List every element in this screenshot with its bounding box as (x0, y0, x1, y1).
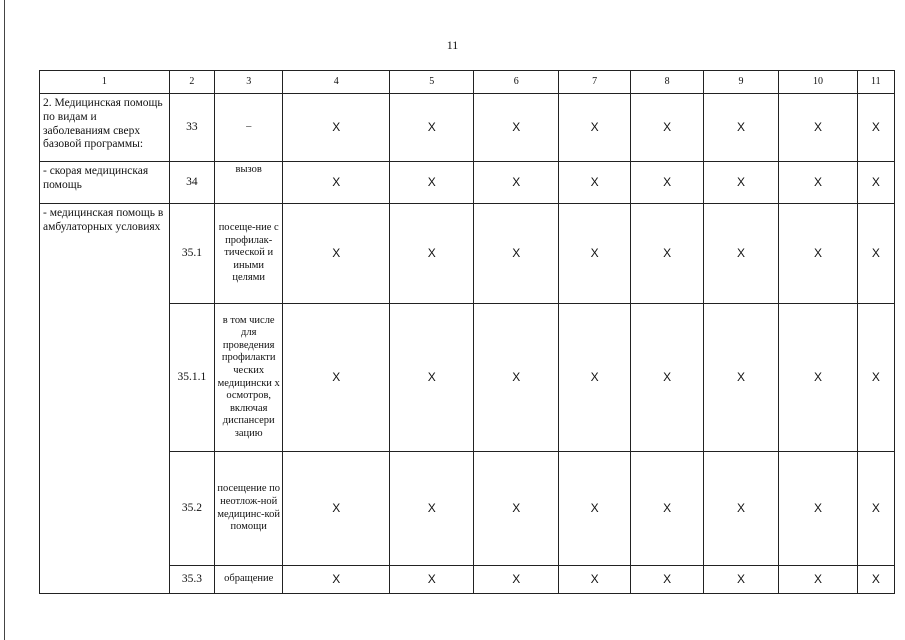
value-cell: X (474, 162, 558, 204)
value-cell: X (631, 566, 703, 594)
value-cell: X (283, 94, 390, 162)
column-header: 11 (857, 71, 894, 94)
value-cell: X (558, 452, 630, 566)
value-cell: X (390, 566, 474, 594)
value-cell: X (779, 162, 857, 204)
value-cell: X (779, 304, 857, 452)
value-cell: X (631, 94, 703, 162)
value-cell: X (703, 452, 778, 566)
value-cell: X (631, 204, 703, 304)
value-cell: X (390, 452, 474, 566)
column-number-row (40, 71, 895, 94)
value-cell: X (779, 204, 857, 304)
value-cell: X (474, 452, 558, 566)
row-name: 2. Медицинская помощь по видам и заболеваниям сверх базовой программы: (40, 94, 170, 162)
column-header: 9 (703, 71, 778, 94)
column-header: 2 (169, 71, 214, 94)
row-code: 35.1 (169, 204, 214, 304)
table-row (40, 94, 895, 162)
value-cell: X (779, 452, 857, 566)
value-cell: X (857, 162, 894, 204)
row-name: - скорая медицинская помощь (40, 162, 170, 204)
value-cell: X (779, 94, 857, 162)
column-header: 4 (283, 71, 390, 94)
value-cell: X (390, 94, 474, 162)
value-cell: X (283, 204, 390, 304)
row-name: - медицинская помощь в амбулаторных условиях (40, 204, 170, 594)
value-cell: X (703, 566, 778, 594)
value-cell: X (558, 162, 630, 204)
row-unit: посеще-ние с профилак-тической и иными целями (215, 204, 283, 304)
value-cell: X (558, 204, 630, 304)
value-cell: X (474, 304, 558, 452)
value-cell: X (703, 304, 778, 452)
row-code: 35.3 (169, 566, 214, 594)
row-unit: в том числе для проведения профилакти ческих медицински х осмотров, включая диспансери зацию (215, 304, 283, 452)
page-left-edge (4, 0, 5, 640)
row-unit: посещение по неотлож-ной медицинс-кой помощи (215, 452, 283, 566)
row-code: 35.2 (169, 452, 214, 566)
value-cell: X (631, 162, 703, 204)
medical-care-table (39, 70, 895, 594)
column-header: 7 (558, 71, 630, 94)
row-code: 34 (169, 162, 214, 204)
row-code: 33 (169, 94, 214, 162)
value-cell: X (390, 204, 474, 304)
row-unit: – (215, 94, 283, 162)
value-cell: X (631, 452, 703, 566)
table-row (40, 204, 895, 304)
value-cell: X (390, 162, 474, 204)
page-number: 11 (446, 38, 459, 52)
value-cell: X (283, 304, 390, 452)
value-cell: X (631, 304, 703, 452)
table-row (40, 162, 895, 204)
value-cell: X (857, 304, 894, 452)
value-cell: X (857, 94, 894, 162)
value-cell: X (283, 162, 390, 204)
column-header: 1 (40, 71, 170, 94)
row-unit: обращение (215, 566, 283, 594)
row-code: 35.1.1 (169, 304, 214, 452)
value-cell: X (703, 204, 778, 304)
column-header: 10 (779, 71, 857, 94)
column-header: 5 (390, 71, 474, 94)
column-header: 8 (631, 71, 703, 94)
value-cell: X (857, 204, 894, 304)
value-cell: X (558, 566, 630, 594)
value-cell: X (474, 566, 558, 594)
value-cell: X (390, 304, 474, 452)
value-cell: X (558, 94, 630, 162)
value-cell: X (283, 452, 390, 566)
value-cell: X (474, 204, 558, 304)
column-header: 6 (474, 71, 558, 94)
column-header: 3 (215, 71, 283, 94)
value-cell: X (703, 162, 778, 204)
value-cell: X (857, 566, 894, 594)
row-unit: вызов (215, 162, 283, 204)
value-cell: X (779, 566, 857, 594)
value-cell: X (558, 304, 630, 452)
value-cell: X (283, 566, 390, 594)
value-cell: X (474, 94, 558, 162)
value-cell: X (703, 94, 778, 162)
value-cell: X (857, 452, 894, 566)
